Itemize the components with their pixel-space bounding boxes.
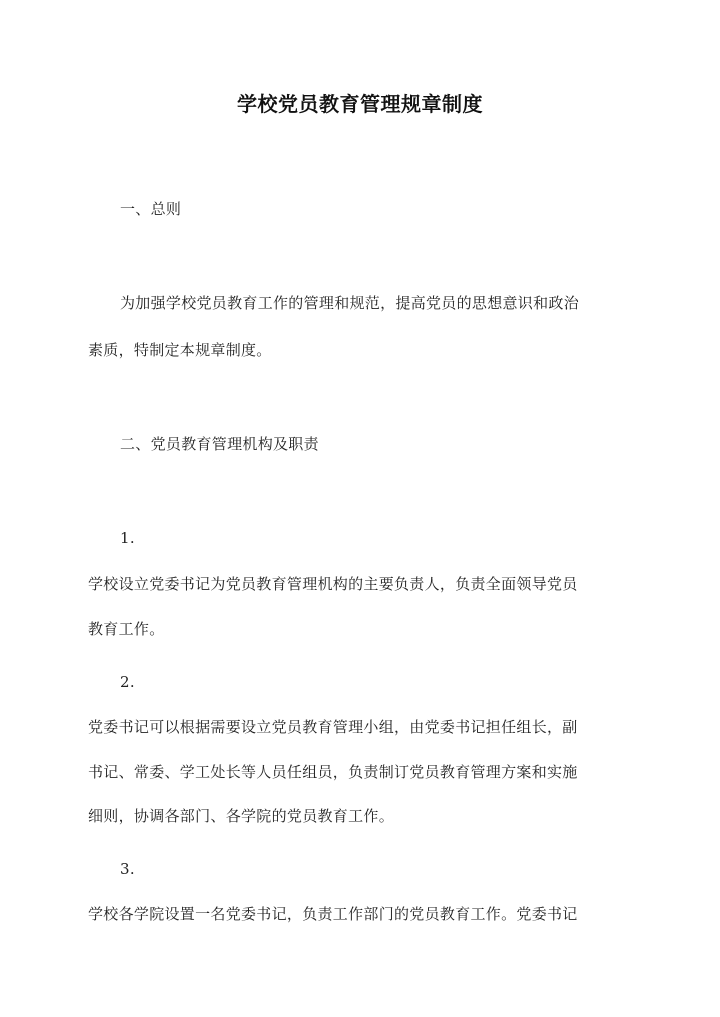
- list-item-line: 党委书记可以根据需要设立党员教育管理小组，由党委书记担任组长，副: [88, 718, 578, 736]
- list-item-number: 2.: [120, 673, 135, 691]
- list-item-number: 1.: [120, 529, 135, 547]
- list-item-line: 书记、常委、学工处长等人员任组员，负责制订党员教育管理方案和实施: [88, 763, 578, 781]
- paragraph-line: 素质，特制定本规章制度。: [88, 341, 272, 359]
- paragraph-line: 为加强学校党员教育工作的管理和规范，提高党员的思想意识和政治: [120, 294, 580, 312]
- section-heading-organization: 二、党员教育管理机构及职责: [120, 435, 319, 453]
- list-item-number: 3.: [120, 860, 135, 878]
- list-item-line: 学校设立党委书记为党员教育管理机构的主要负责人，负责全面领导党员: [88, 575, 578, 593]
- list-item-line: 教育工作。: [88, 620, 165, 638]
- document-title: 学校党员教育管理规章制度: [237, 92, 483, 116]
- list-item-line: 学校各学院设置一名党委书记，负责工作部门的党员教育工作。党委书记: [88, 905, 578, 923]
- section-heading-general: 一、总则: [120, 200, 182, 218]
- list-item-line: 细则，协调各部门、各学院的党员教育工作。: [88, 807, 395, 825]
